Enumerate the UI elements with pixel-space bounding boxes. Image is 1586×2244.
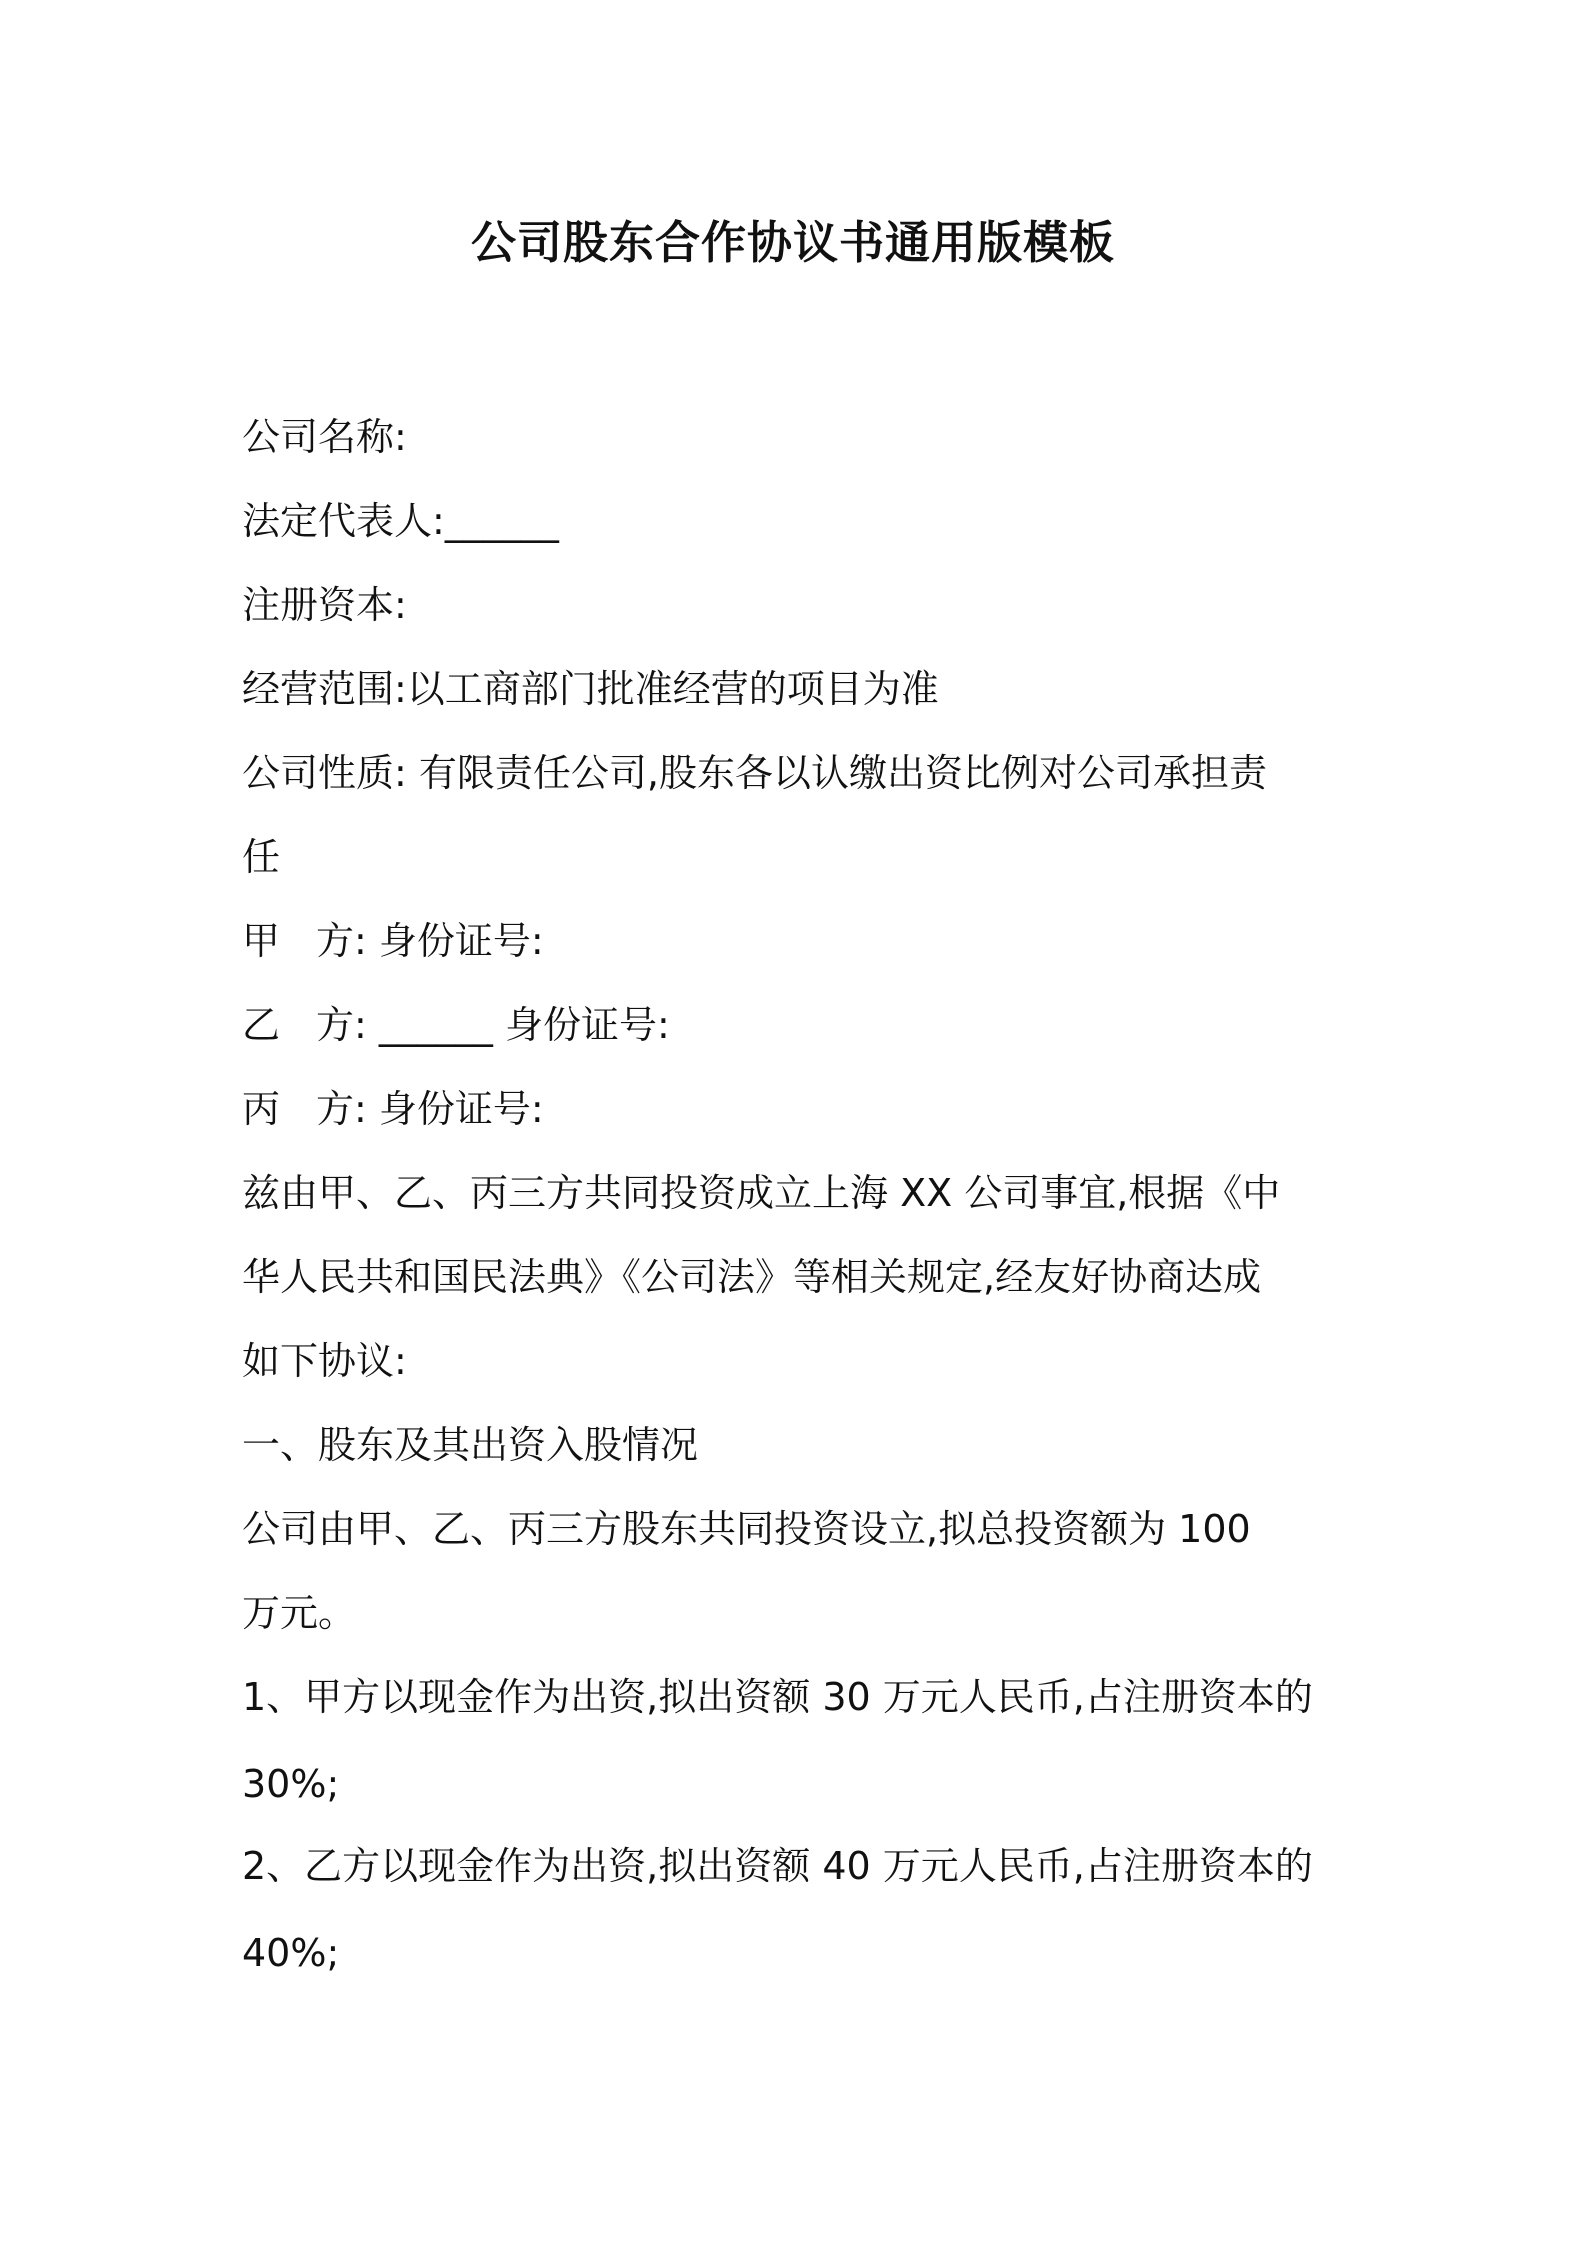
party-b-prefix: 方: (316, 1003, 367, 1047)
party-b-char: 乙 (242, 1003, 281, 1047)
party-b-line (242, 999, 1362, 1051)
legal-rep-label: 法定代表人: (242, 499, 445, 543)
preamble-line-1: 兹由甲、乙、丙三方共同投资成立上海 XX 公司事宜,根据《中 (242, 1171, 1281, 1215)
item1-line-2: 30%; (242, 1762, 340, 1806)
section1-para-line-1: 公司由甲、乙、丙三方股东共同投资设立,拟总投资额为 100 (242, 1507, 1251, 1551)
item1-line-1: 1、甲方以现金作为出资,拟出资额 30 万元人民币,占注册资本的 (242, 1675, 1313, 1719)
preamble-line-2: 华人民共和国民法典》《公司法》等相关规定,经友好协商达成 (242, 1255, 1262, 1299)
document-title: 公司股东合作协议书通用版模板 (470, 216, 1115, 269)
legal-rep-line (242, 495, 1362, 547)
party-b-suffix: 身份证号: (505, 1003, 670, 1047)
preamble-line-3: 如下协议: (242, 1339, 407, 1383)
party-a-char: 甲 (242, 919, 281, 963)
section1-para-line-2: 万元。 (242, 1591, 357, 1635)
party-b-blank: ______ (378, 1003, 493, 1047)
party-c-rest: 方: 身份证号: (316, 1087, 544, 1131)
party-a-line (242, 915, 1362, 967)
company-name-line: 公司名称: (242, 415, 407, 459)
item2-line-1: 2、乙方以现金作为出资,拟出资额 40 万元人民币,占注册资本的 (242, 1844, 1313, 1888)
business-scope-line: 经营范围:以工商部门批准经营的项目为准 (242, 667, 939, 711)
registered-capital-line: 注册资本: (242, 583, 407, 627)
party-c-line (242, 1083, 1362, 1135)
party-c-char: 丙 (242, 1087, 281, 1131)
company-nature-line-2: 任 (242, 835, 281, 879)
item2-line-2: 40%; (242, 1931, 340, 1975)
party-a-rest: 方: 身份证号: (316, 919, 544, 963)
section1-heading: 一、股东及其出资入股情况 (242, 1423, 699, 1467)
legal-rep-blank: ______ (444, 499, 559, 543)
company-nature-line-1: 公司性质: 有限责任公司,股东各以认缴出资比例对公司承担责 (242, 751, 1267, 795)
